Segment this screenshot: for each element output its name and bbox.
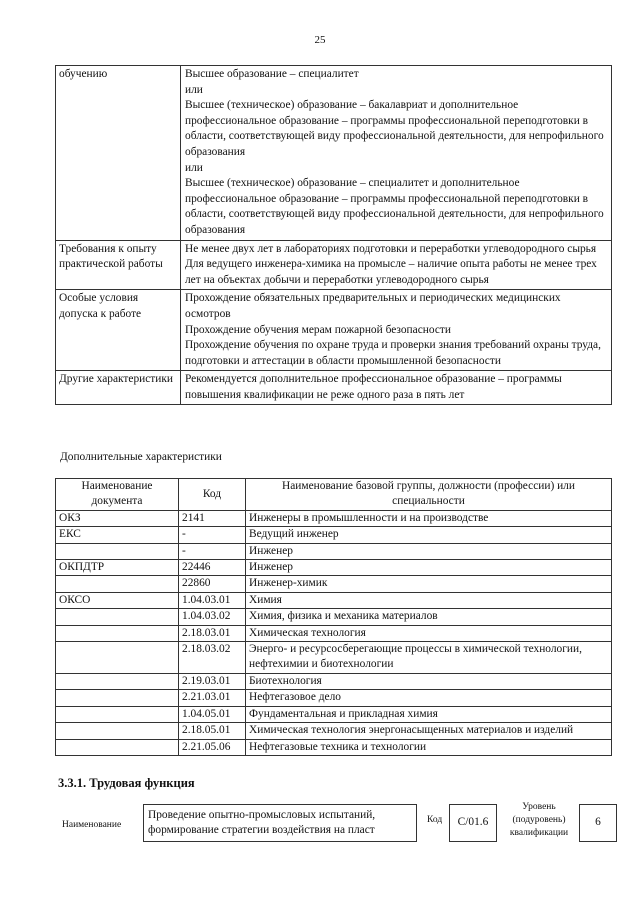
table-row	[56, 706, 612, 722]
table-row	[56, 510, 612, 526]
table-row	[56, 527, 612, 543]
code-cell: -	[179, 543, 246, 559]
table-row	[56, 625, 612, 641]
text-line: или	[185, 83, 203, 96]
code-cell: 22860	[179, 576, 246, 592]
doc-cell	[56, 739, 179, 755]
header-code: Код	[179, 479, 246, 511]
table-row	[56, 642, 612, 674]
requirements-value	[181, 290, 612, 371]
name-label: Наименование	[62, 820, 122, 830]
text-line: Высшее образование – специалитет	[185, 68, 359, 80]
code-cell: 1.04.03.02	[179, 609, 246, 625]
page-number: 25	[314, 34, 326, 46]
table-row	[56, 609, 612, 625]
name-cell: Химия, физика и механика материалов	[246, 609, 612, 625]
table-row	[56, 723, 612, 739]
doc-cell: ОКПДТР	[56, 560, 179, 576]
name-cell: Биотехнология	[246, 673, 612, 689]
name-cell: Нефтегазовое дело	[246, 690, 612, 706]
additional-table	[55, 478, 612, 756]
table-row	[56, 739, 612, 755]
requirements-row	[56, 240, 612, 290]
requirements-label: обучению	[56, 66, 181, 241]
text-line: Для ведущего инженера-химика на промысле – наличие опыта работы не менее трех лет на объектах добычи и переработки углеводородного сырья	[185, 258, 597, 286]
code-cell: 2.18.03.02	[179, 642, 246, 674]
function-code-value: С/01.6	[457, 816, 489, 829]
requirements-label: Требования к опыту практической работы	[56, 240, 181, 290]
doc-cell	[56, 673, 179, 689]
doc-cell: ЕКС	[56, 527, 179, 543]
name-cell: Энерго- и ресурсосберегающие процессы в химической технологии, нефтехимии и биотехнологии	[246, 642, 612, 674]
name-cell: Нефтегазовые техника и технологии	[246, 739, 612, 755]
function-level-value: 6	[595, 816, 601, 829]
level-label: Уровень (подуровень) квалификации	[509, 802, 569, 838]
text-line: Прохождение обязательных предварительных и периодических медицинских осмотров	[185, 292, 561, 320]
function-name-box	[143, 804, 417, 842]
text-line: Высшее (техническое) образование – бакалавриат и дополнительное профессиональное образование – программы профессиональной переподготовки в области, соответствующей виду профессиональной деятельности, для непрофильного образования	[185, 99, 604, 158]
name-cell: Химическая технология энергонасыщенных материалов и изделий	[246, 723, 612, 739]
table-header	[56, 479, 612, 511]
name-cell: Инженер	[246, 543, 612, 559]
doc-cell	[56, 576, 179, 592]
requirements-row	[56, 371, 612, 405]
requirements-label: Другие характеристики	[56, 371, 181, 405]
doc-cell	[56, 706, 179, 722]
table-row	[56, 576, 612, 592]
name-cell: Химия	[246, 592, 612, 608]
doc-cell: ОКЗ	[56, 510, 179, 526]
code-cell: 2.21.05.06	[179, 739, 246, 755]
doc-cell	[56, 543, 179, 559]
text-line: Прохождение обучения мерам пожарной безопасности	[185, 323, 451, 336]
header-name: Наименование базовой группы, должности (профессии) или специальности	[246, 479, 612, 511]
doc-cell	[56, 690, 179, 706]
additional-title: Дополнительные характеристики	[60, 451, 222, 463]
requirements-label: Особые условия допуска к работе	[56, 290, 181, 371]
code-cell: 1.04.03.01	[179, 592, 246, 608]
code-cell: -	[179, 527, 246, 543]
text-line: Рекомендуется дополнительное профессиональное образование – программы повышения квалификации не реже одного раза в пять лет	[185, 373, 562, 401]
section-title: 3.3.1. Трудовая функция	[58, 776, 195, 790]
name-cell: Инженеры в промышленности и на производстве	[246, 510, 612, 526]
code-label: Код	[427, 815, 443, 825]
function-name-value: Проведение опытно-промысловых испытаний, формирование стратегии воздействия на пласт	[148, 808, 376, 836]
table-row	[56, 673, 612, 689]
code-cell: 2141	[179, 510, 246, 526]
doc-cell	[56, 642, 179, 674]
table-row	[56, 543, 612, 559]
requirements-row	[56, 290, 612, 371]
name-cell: Химическая технология	[246, 625, 612, 641]
name-cell: Фундаментальная и прикладная химия	[246, 706, 612, 722]
code-cell: 22446	[179, 560, 246, 576]
code-cell: 2.18.05.01	[179, 723, 246, 739]
doc-cell	[56, 625, 179, 641]
table-row	[56, 592, 612, 608]
table-row	[56, 560, 612, 576]
text-line: Не менее двух лет в лабораториях подготовки и переработки углеводородного сырья	[185, 242, 597, 255]
name-cell: Ведущий инженер	[246, 527, 612, 543]
function-code-box	[449, 804, 497, 842]
code-cell: 2.21.03.01	[179, 690, 246, 706]
name-cell: Инженер-химик	[246, 576, 612, 592]
doc-cell	[56, 723, 179, 739]
requirements-value	[181, 66, 612, 241]
requirements-table	[55, 65, 612, 405]
doc-cell: ОКСО	[56, 592, 179, 608]
code-cell: 2.18.03.01	[179, 625, 246, 641]
text-line: Прохождение обучения по охране труда и проверки знания требований охраны труда, подготовки и аттестации в области промышленной безопасности	[185, 339, 601, 367]
function-level-box	[579, 804, 617, 842]
header-document: Наименование документа	[56, 479, 179, 511]
doc-cell	[56, 609, 179, 625]
text-line: или	[185, 161, 203, 174]
text-line: Высшее (техническое) образование – специалитет и дополнительное профессиональное образование – программы профессиональной переподготовки в области, соответствующей виду профессиональной деятельности, для непрофильного образования	[185, 177, 604, 236]
requirements-value	[181, 240, 612, 290]
code-cell: 1.04.05.01	[179, 706, 246, 722]
code-cell: 2.19.03.01	[179, 673, 246, 689]
requirements-value	[181, 371, 612, 405]
table-row	[56, 690, 612, 706]
name-cell: Инженер	[246, 560, 612, 576]
requirements-row	[56, 66, 612, 241]
